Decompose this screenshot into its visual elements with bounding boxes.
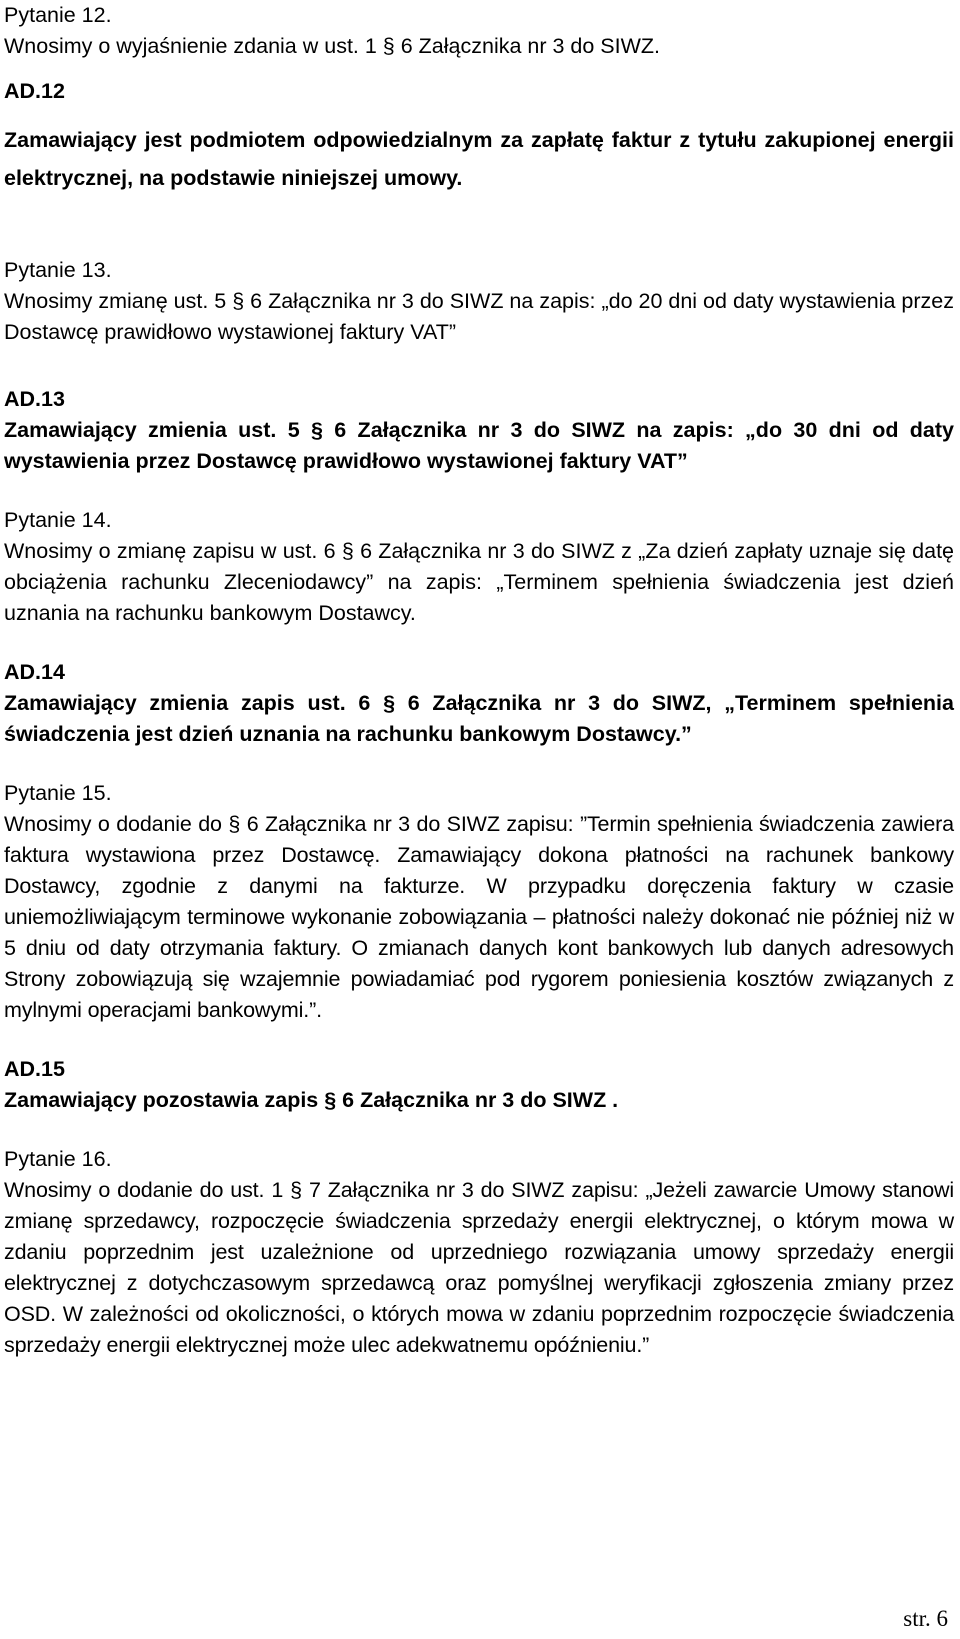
question-12-text: Wnosimy o wyjaśnienie zdania w ust. 1 § 6 Załącznika nr 3 do SIWZ. bbox=[4, 34, 661, 58]
question-13-heading: Pytanie 13. bbox=[4, 258, 112, 282]
answer-15-heading: AD.15 bbox=[4, 1057, 65, 1081]
answer-14-heading: AD.14 bbox=[4, 660, 65, 684]
question-14-text: Wnosimy o zmianę zapisu w ust. 6 § 6 Załącznika nr 3 do SIWZ z „Za dzień zapłaty uznaje się datę obciążenia rachunku Zleceniodawcy” na zapis: „Terminem spełnienia świadczenia jest dzień uznania na rachunku bankowym Dostawcy. bbox=[4, 539, 954, 625]
question-16-text: Wnosimy o dodanie do ust. 1 § 7 Załącznika nr 3 do SIWZ zapisu: „Jeżeli zawarcie Umowy stanowi zmianę sprzedawcy, rozpoczęcie świadczenia sprzedaży energii elektrycznej, o którym mowa w zdaniu poprzednim jest uzależnione od uprzedniego rozwiązania umowy sprzedaży energii elektrycznej z dotychczasowym sprzedawcą oraz pomyślnej weryfikacji zgłoszenia zmiany przez OSD. W zależności od okoliczności, o których mowa w zdaniu poprzednim rozpoczęcie świadczenia sprzedaży energii elektrycznej może ulec adekwatnemu opóźnieniu.” bbox=[4, 1178, 954, 1357]
document-body bbox=[4, 0, 954, 1361]
question-15-text: Wnosimy o dodanie do § 6 Załącznika nr 3 do SIWZ zapisu: ”Termin spełnienia świadczenia zawiera faktura wystawiona przez Dostawcę. Zamawiający dokona płatności na rachunek bankowy Dostawcy, zgodnie z danymi na fakturze. W przypadku doręczenia faktury w czasie uniemożliwiającym terminowe wykonanie zobowiązania – płatności należy dokonać nie później niż w 5 dniu od daty otrzymania faktury. O zmianach danych kont bankowych lub danych adresowych Strony zobowiązują się wzajemnie powiadamiać pod rygorem poniesienia kosztów związanych z mylnymi operacjami bankowymi.”. bbox=[4, 812, 954, 1022]
question-14-heading: Pytanie 14. bbox=[4, 508, 112, 532]
answer-12-text: Zamawiający jest podmiotem odpowiedzialnym za zapłatę faktur z tytułu zakupionej energii elektrycznej, na podstawie niniejszej umowy. bbox=[4, 128, 954, 190]
answer-13-heading: AD.13 bbox=[4, 387, 65, 411]
page-number: str. 6 bbox=[903, 1606, 948, 1631]
answer-14-text: Zamawiający zmienia zapis ust. 6 § 6 Załącznika nr 3 do SIWZ, „Terminem spełnienia świadczenia jest dzień uznania na rachunku bankowym Dostawcy.” bbox=[4, 691, 954, 746]
question-16-heading: Pytanie 16. bbox=[4, 1147, 112, 1171]
answer-15-text: Zamawiający pozostawia zapis § 6 Załącznika nr 3 do SIWZ . bbox=[4, 1088, 619, 1112]
question-12-heading: Pytanie 12. bbox=[4, 3, 112, 27]
question-15-heading: Pytanie 15. bbox=[4, 781, 112, 805]
answer-12-heading: AD.12 bbox=[4, 79, 65, 103]
question-13-text: Wnosimy zmianę ust. 5 § 6 Załącznika nr 3 do SIWZ na zapis: „do 20 dni od daty wystawienia przez Dostawcę prawidłowo wystawionej faktury VAT” bbox=[4, 289, 955, 344]
answer-13-text: Zamawiający zmienia ust. 5 § 6 Załącznika nr 3 do SIWZ na zapis: „do 30 dni od daty wystawienia przez Dostawcę prawidłowo wystawionej faktury VAT” bbox=[4, 418, 954, 473]
